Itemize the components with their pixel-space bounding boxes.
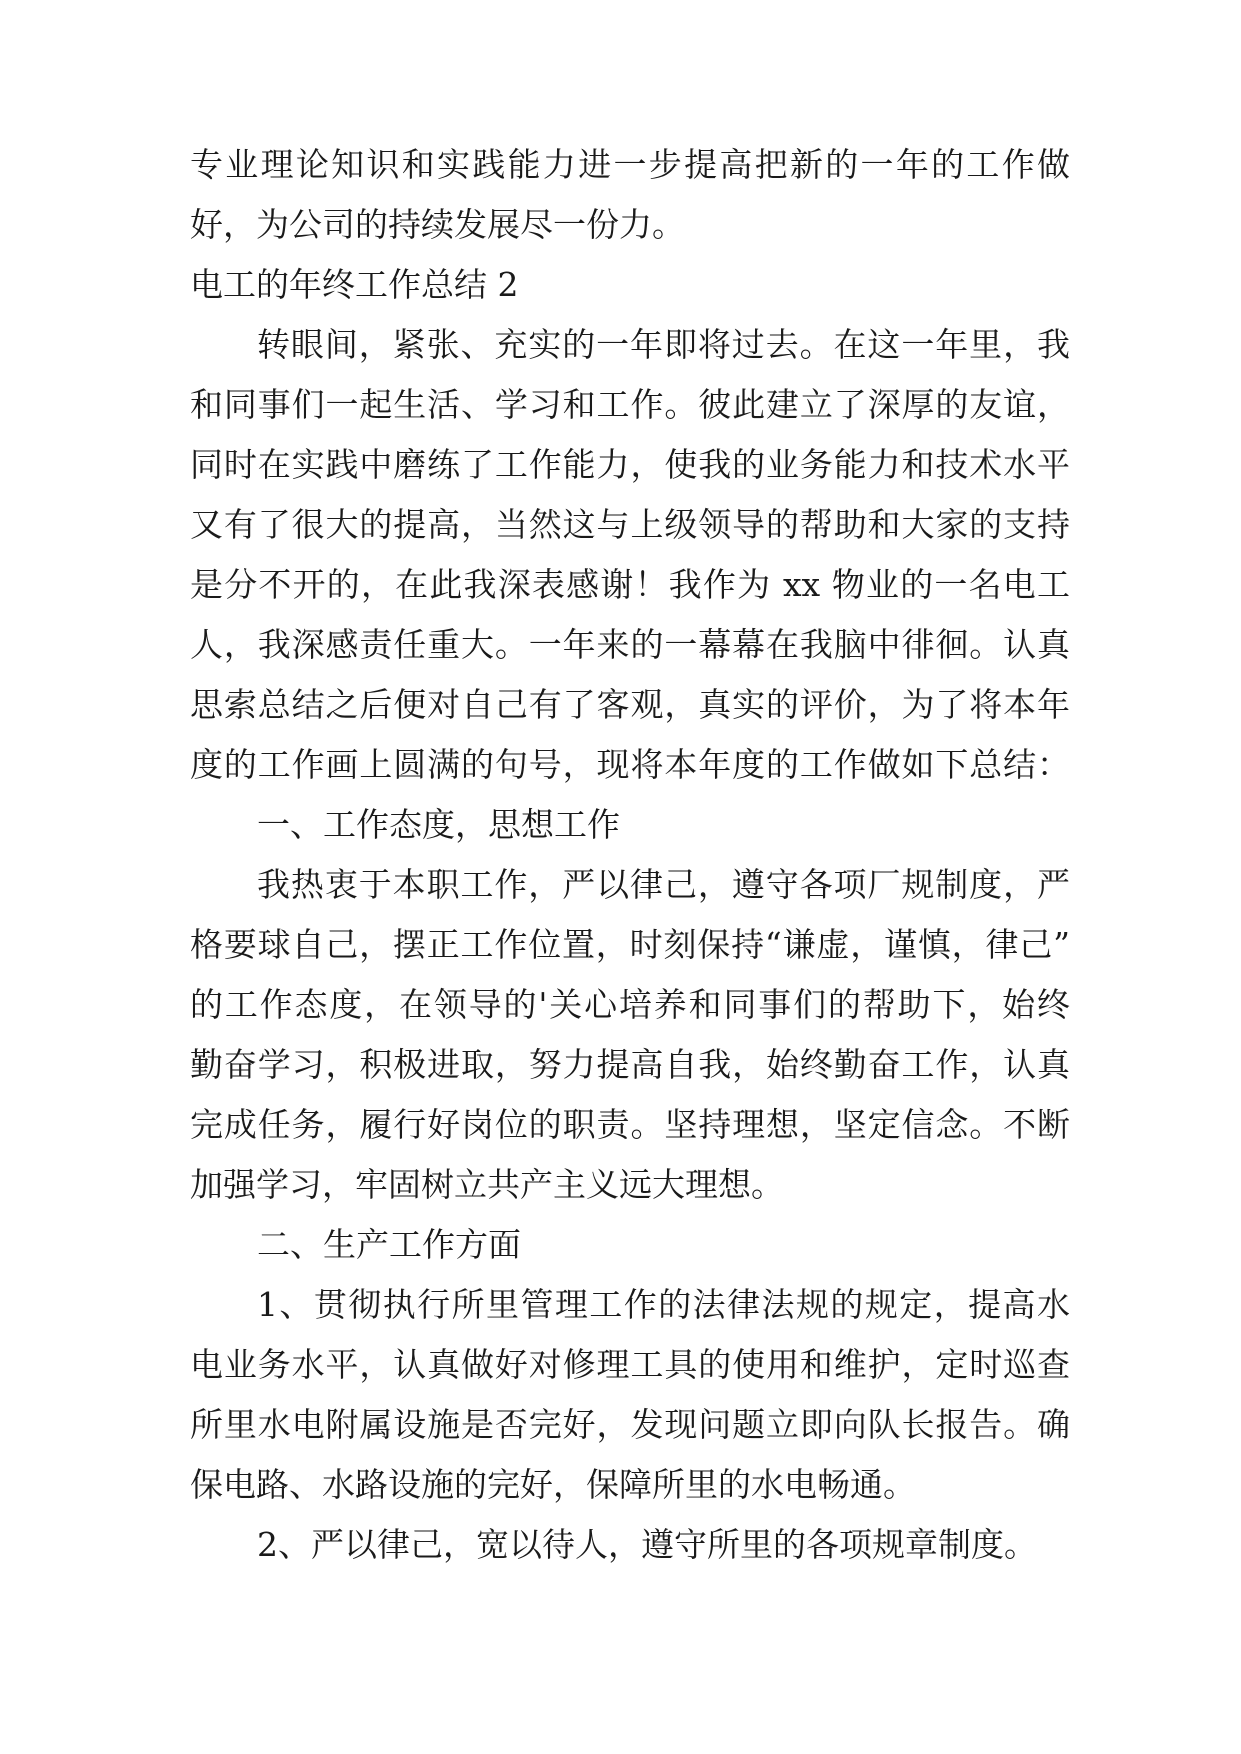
text-line: 勤奋学习，积极进取，努力提高自我，始终勤奋工作，认真: [190, 1045, 1070, 1084]
text-line: 是分不开的，在此我深表感谢！我作为 xx 物业的一名电工: [190, 565, 1070, 604]
text-line: 思索总结之后便对自己有了客观，真实的评价，为了将本年: [190, 685, 1070, 724]
text-line: 1、贯彻执行所里管理工作的法律法规的规定，提高水: [257, 1285, 1070, 1324]
text-line: 专业理论知识和实践能力进一步提高把新的一年的工作做: [190, 145, 1070, 184]
text-line: 格要球自己，摆正工作位置，时刻保持“谦虚，谨慎，律己”: [190, 925, 1070, 964]
text-line: 同时在实践中磨练了工作能力，使我的业务能力和技术水平: [190, 445, 1070, 484]
text-line: 又有了很大的提高，当然这与上级领导的帮助和大家的支持: [190, 505, 1070, 544]
section-heading: 电工的年终工作总结 2: [190, 265, 519, 304]
text-line: 好，为公司的持续发展尽一份力。: [190, 205, 685, 244]
text-line: 和同事们一起生活、学习和工作。彼此建立了深厚的友谊，: [190, 385, 1070, 424]
text-line: 所里水电附属设施是否完好，发现问题立即向队长报告。确: [190, 1405, 1070, 1444]
text-line: 转眼间，紧张、充实的一年即将过去。在这一年里，我: [257, 325, 1070, 364]
text-line: 完成任务，履行好岗位的职责。坚持理想，坚定信念。不断: [190, 1105, 1070, 1144]
text-line: 人，我深感责任重大。一年来的一幕幕在我脑中徘徊。认真: [190, 625, 1070, 664]
subsection-heading: 一、工作态度，思想工作: [257, 805, 620, 844]
text-line: 我热衷于本职工作，严以律己，遵守各项厂规制度，严: [257, 865, 1070, 904]
text-line: 保电路、水路设施的完好，保障所里的水电畅通。: [190, 1465, 916, 1504]
text-line: 2、严以律己，宽以待人，遵守所里的各项规章制度。: [257, 1525, 1037, 1564]
text-line: 度的工作画上圆满的句号，现将本年度的工作做如下总结：: [190, 745, 1070, 784]
text-line: 电业务水平，认真做好对修理工具的使用和维护，定时巡查: [190, 1345, 1070, 1384]
text-line: 的工作态度，在领导的'关心培养和同事们的帮助下，始终: [190, 985, 1070, 1024]
text-line: 加强学习，牢固树立共产主义远大理想。: [190, 1165, 784, 1204]
subsection-heading: 二、生产工作方面: [257, 1225, 521, 1264]
